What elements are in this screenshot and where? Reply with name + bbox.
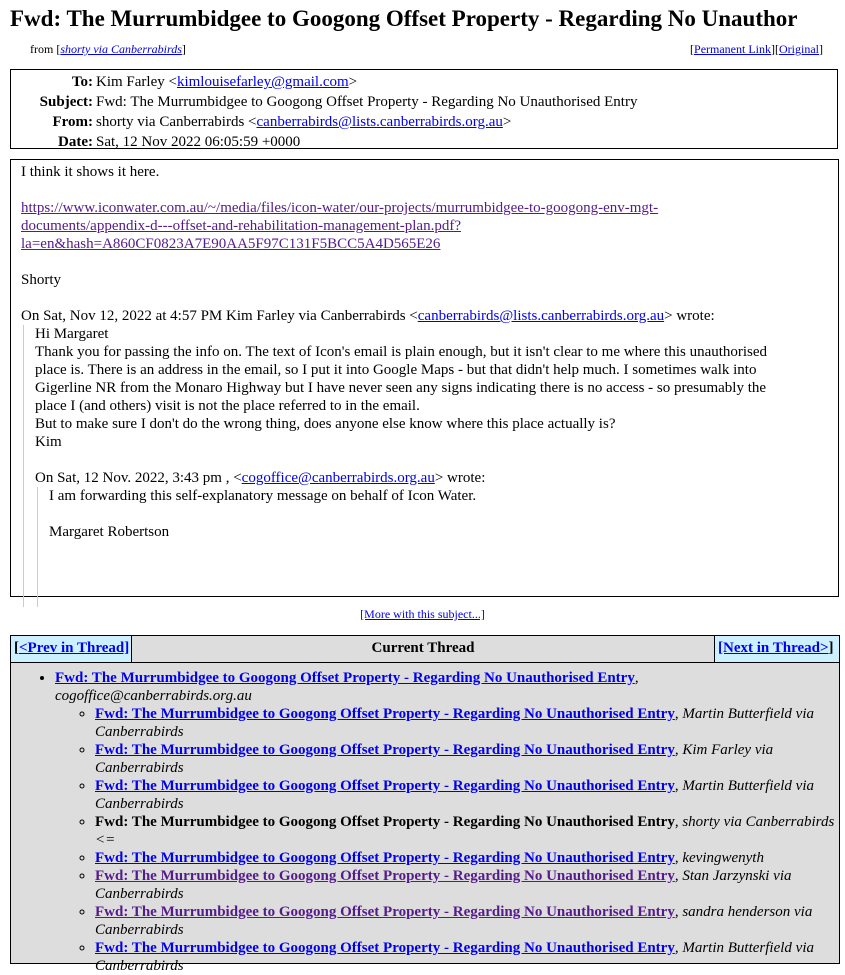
quote2-intro-email-link[interactable]: cogoffice@canberrabirds.org.au — [241, 470, 435, 486]
thread-item-link[interactable]: Fwd: The Murrumbidgee to Googong Offset Property - Regarding No Unauthorised Entry — [95, 742, 675, 758]
thread-panel — [10, 635, 840, 974]
thread-item-current: ◦ Fwd: The Murrumbidgee to Googong Offset Property - Regarding No Unauthorised Entry, shorty via Canberrabirds <= — [95, 813, 839, 849]
quote-line: place is. There is an address in the email, so I put it into Google Maps - but that didn't help much. I sometimes walk into — [35, 362, 757, 378]
quote2-intro-text: On Sat, 12 Nov. 2022, 3:43 pm , < — [35, 470, 242, 486]
from-row — [11, 112, 837, 132]
quote-line: But to make sure I don't do the wrong thing, does anyone else know where this place actually is? — [35, 416, 616, 432]
permalink-link[interactable]: Permanent Link — [694, 42, 771, 56]
signoff: Shorty — [21, 272, 62, 288]
date-row — [11, 132, 837, 152]
quote-line: Hi Margaret — [35, 326, 109, 342]
next-cell — [714, 636, 839, 662]
quote-line: place I (and others) visit is not the place referred to in the email. — [35, 398, 420, 414]
next-in-thread-link[interactable]: [Next in Thread> — [718, 640, 829, 656]
url-part-2: documents/appendix-d---offset-and-rehabilitation-management-plan.pdf? — [21, 218, 461, 234]
quote-intro-end: > wrote: — [664, 308, 715, 324]
url-part-3: la=en&hash=A860CF0823A7E90AA5F97C131F5BCC5A4D565E26 — [21, 236, 441, 252]
message-body — [10, 159, 839, 597]
from-value — [96, 112, 511, 132]
document-link[interactable] — [21, 200, 658, 252]
quote2-signature: Margaret Robertson — [49, 524, 170, 540]
current-marker: <= — [95, 832, 116, 848]
original-link[interactable]: Original — [779, 42, 819, 56]
body-url — [21, 199, 828, 253]
thread-item: ◦ Fwd: The Murrumbidgee to Googong Offset Property - Regarding No Unauthorised Entry, kevingwenyth — [95, 849, 839, 867]
quote2-intro-end: > wrote: — [434, 470, 486, 486]
quote2-intro — [35, 469, 828, 487]
from-link[interactable]: shorty via Canberrabirds — [60, 42, 182, 56]
to-email-link[interactable]: kimlouisefarley@gmail.com — [176, 74, 349, 90]
from-name: shorty via Canberrabirds < — [96, 114, 257, 130]
thread-item-author: Kim Farley via Canberrabirds — [95, 742, 774, 776]
more-with-subject-link[interactable]: [More with this subject...] — [360, 607, 485, 621]
thread-root-author: cogoffice@canberrabirds.org.au — [55, 688, 252, 704]
thread-item-link[interactable]: Fwd: The Murrumbidgee to Googong Offset Property - Regarding No Unauthorised Entry — [95, 940, 675, 956]
thread-item: ◦ Fwd: The Murrumbidgee to Googong Offset Property - Regarding No Unauthorised Entry, Martin Butterfield via Canberrabirds — [95, 939, 839, 975]
from-line — [30, 42, 186, 57]
thread-item-author: Stan Jarzynski via Canberrabirds — [95, 868, 792, 902]
quote-line: Thank you for passing the info on. The text of Icon's email is plain enough, but it isn't clear to me where this unauthorised — [35, 344, 768, 360]
thread-item-link[interactable]: Fwd: The Murrumbidgee to Googong Offset Property - Regarding No Unauthorised Entry — [95, 904, 675, 920]
prev-in-thread-link[interactable]: <Prev in Thread] — [19, 640, 130, 656]
quoted-message — [23, 325, 828, 607]
to-row — [11, 72, 837, 92]
subject-value: Fwd: The Murrumbidgee to Googong Offset Property - Regarding No Unauthorised Entry — [96, 94, 638, 110]
message-headers — [10, 69, 838, 149]
thread-item-link[interactable]: Fwd: The Murrumbidgee to Googong Offset Property - Regarding No Unauthorised Entry — [95, 706, 675, 722]
thread-item: ◦ Fwd: The Murrumbidgee to Googong Offset Property - Regarding No Unauthorised Entry, Kim Farley via Canberrabirds — [95, 741, 839, 777]
from-close: > — [502, 114, 512, 130]
nested-quoted-message — [37, 487, 828, 607]
thread-item: ◦ Fwd: The Murrumbidgee to Googong Offset Property - Regarding No Unauthorised Entry, Martin Butterfield via Canberrabirds — [95, 777, 839, 813]
quote-line: Gigerline NR from the Monaro Highway but I have never seen any signs indicating there is no access - so presumably the — [35, 380, 767, 396]
header-links: [Permanent Link][Original] — [690, 42, 823, 56]
from-prefix: from [ — [30, 42, 61, 56]
thread-item-link[interactable]: Fwd: The Murrumbidgee to Googong Offset Property - Regarding No Unauthorised Entry — [95, 850, 675, 866]
thread-item-author: kevingwenyth — [682, 850, 764, 866]
thread-item-current-title: Fwd: The Murrumbidgee to Googong Offset Property - Regarding No Unauthorised Entry — [95, 814, 675, 830]
thread-replies — [55, 705, 839, 975]
more-with-subject — [0, 607, 845, 622]
subject-row — [11, 92, 837, 112]
quote2-line: I am forwarding this self-explanatory message on behalf of Icon Water. — [49, 488, 477, 504]
to-name: Kim Farley < — [96, 74, 177, 90]
thread-item-author: Martin Butterfield via Canberrabirds — [95, 778, 814, 812]
from-label: From: — [52, 114, 93, 130]
thread-item-link[interactable]: Fwd: The Murrumbidgee to Googong Offset Property - Regarding No Unauthorised Entry — [95, 778, 675, 794]
thread-item-link[interactable]: Fwd: The Murrumbidgee to Googong Offset Property - Regarding No Unauthorised Entry — [95, 868, 675, 884]
to-label: To: — [71, 74, 93, 90]
from-suffix: ] — [181, 42, 186, 56]
quote-intro — [21, 307, 828, 325]
date-label: Date: — [58, 134, 93, 150]
thread-item-author: sandra henderson via Canberrabirds — [95, 904, 813, 938]
current-thread-label: Current Thread — [371, 640, 475, 656]
page-title: Fwd: The Murrumbidgee to Googong Offset Property - Regarding No Unauthor — [10, 6, 798, 31]
to-value — [96, 72, 357, 92]
url-part-1: https://www.iconwater.com.au/~/media/files/icon-water/our-projects/murrumbidgee-to-googong-env-mgt- — [21, 200, 659, 216]
prev-cell — [11, 636, 132, 662]
body-line: I think it shows it here. — [21, 164, 160, 180]
date-value: Sat, 12 Nov 2022 06:05:59 +0000 — [96, 134, 301, 150]
next-bracket: ] — [828, 640, 834, 656]
from-email-link[interactable]: canberrabirds@lists.canberrabirds.org.au — [256, 114, 503, 130]
thread-item: ◦ Fwd: The Murrumbidgee to Googong Offset Property - Regarding No Unauthorised Entry, Stan Jarzynski via Canberrabirds — [95, 867, 839, 903]
thread-item: ◦ Fwd: The Murrumbidgee to Googong Offset Property - Regarding No Unauthorised Entry, Martin Butterfield via Canberrabirds — [95, 705, 839, 741]
thread-item-author: shorty via Canberrabirds — [682, 814, 835, 830]
thread-list — [11, 669, 839, 975]
to-close: > — [348, 74, 358, 90]
quote-line: Kim — [35, 434, 62, 450]
prev-bracket: [ — [14, 640, 19, 656]
thread-nav-bar — [11, 636, 839, 663]
thread-root-link[interactable]: Fwd: The Murrumbidgee to Googong Offset Property - Regarding No Unauthorised Entry — [55, 670, 635, 686]
thread-item-author: Martin Butterfield via Canberrabirds — [95, 940, 814, 974]
subject-label: Subject: — [39, 94, 93, 110]
quote-intro-email-link[interactable]: canberrabirds@lists.canberrabirds.org.au — [417, 308, 665, 324]
thread-root-item: • Fwd: The Murrumbidgee to Googong Offset Property - Regarding No Unauthorised Entry, cogoffice@canberrabirds.org.au ◦ Fwd: The Murrumbidgee to Googong Offset Property - Regarding No Unauthorised Entry, Martin Butterfield via Canberrabirds ◦ Fwd: The Murrumbidgee to Googong Offset Property - Regarding No Unauthorised Entry, Kim Farley via Canberrabirds ◦ Fwd: The Murrumbidgee to Googong Offset Property - Regarding No Unauthorised Entry, Martin Butterfield via Canberrabirds ◦ Fwd: The Murrumbidgee to Googong Offset Property - Regarding No Unauthorised Entry, shorty via Canberrabirds <= ◦ Fwd: The Murrumbidgee to Googong Offset Property - Regarding No Unauthorised Entry, kevingwenyth ◦ Fwd: The Murrumbidgee to Googong Offset Property - Regarding No Unauthorised Entry, Stan Jarzynski via Canberrabirds ◦ Fwd: The Murrumbidgee to Googong Offset Property - Regarding No Unauthorised Entry, sandra henderson via Canberrabirds ◦ Fwd: The Murrumbidgee to Googong Offset Property - Regarding No Unauthorised Entry, Martin Butterfield via Canberrabirds — [55, 669, 839, 975]
thread-item-author: Martin Butterfield via Canberrabirds — [95, 706, 814, 740]
quote-intro-text: On Sat, Nov 12, 2022 at 4:57 PM Kim Farley via Canberrabirds < — [21, 308, 418, 324]
thread-item: ◦ Fwd: The Murrumbidgee to Googong Offset Property - Regarding No Unauthorised Entry, sandra henderson via Canberrabirds — [95, 903, 839, 939]
